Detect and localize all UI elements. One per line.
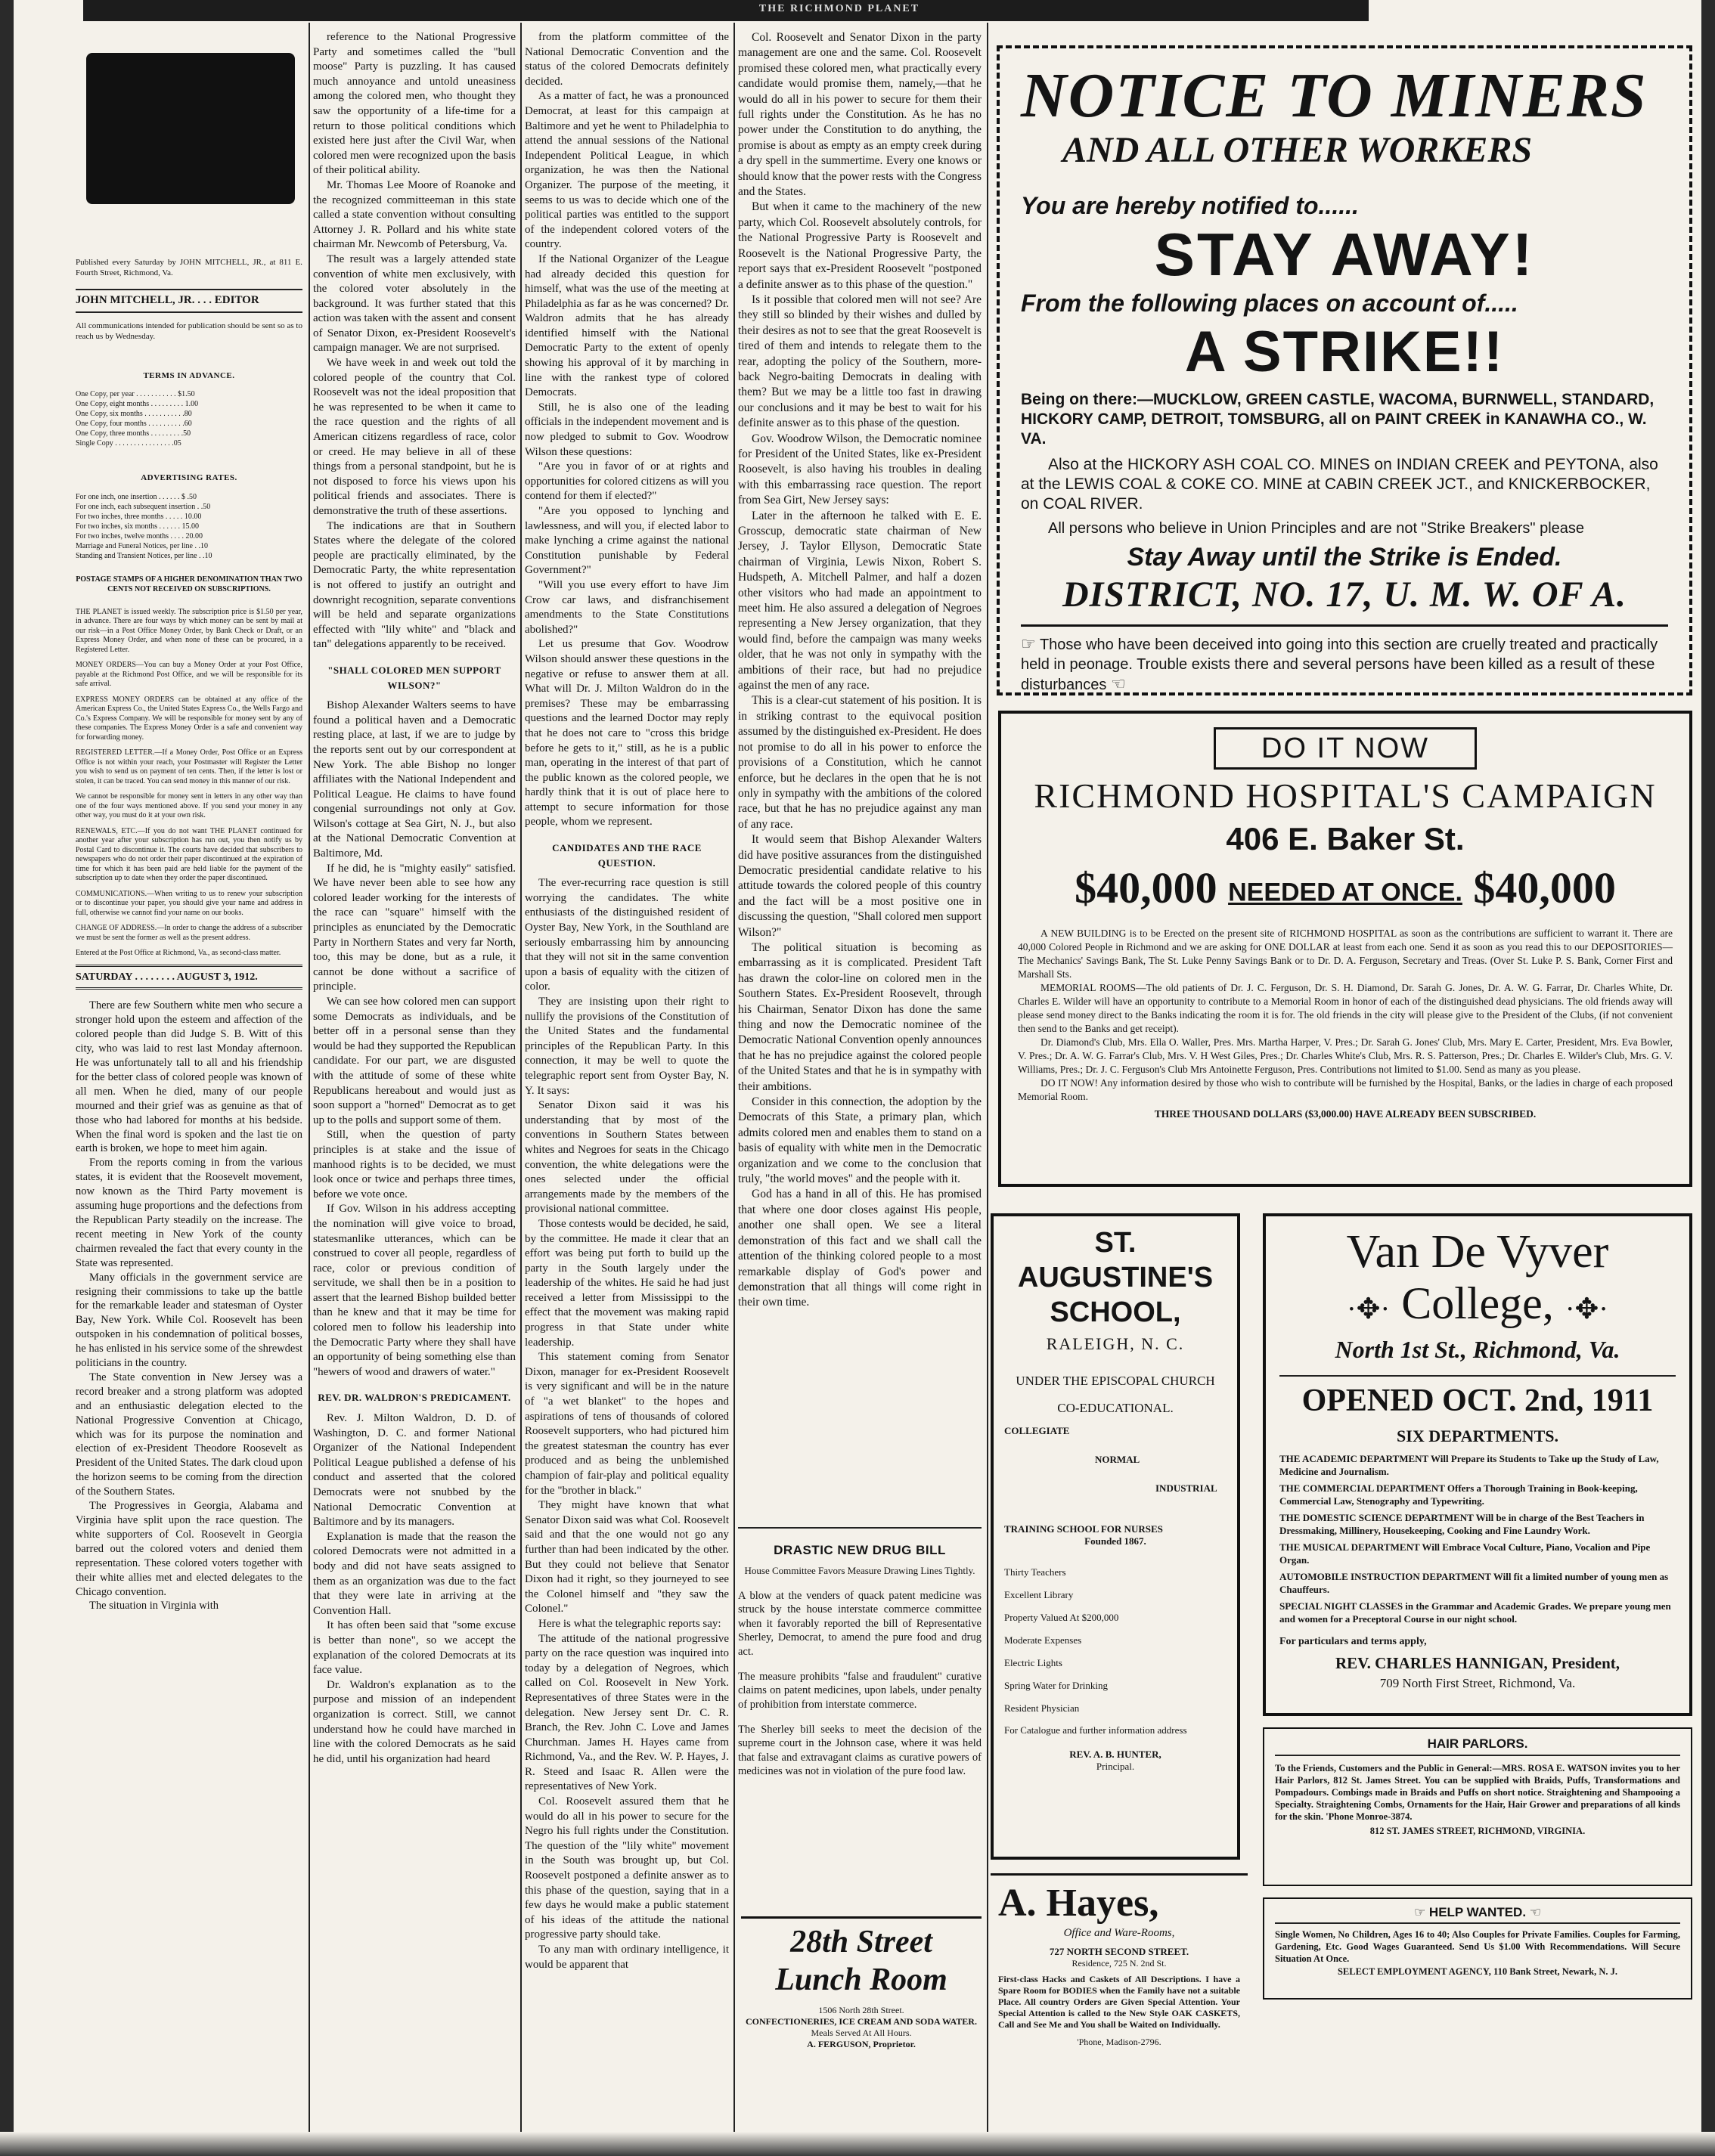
hayes-ad <box>991 1873 1248 2130</box>
paragraph: As a matter of fact, he was a pronounced Democrat, at least for this campaign at Baltimore and yet he went to Philadelphia to attend the annual sessions of the National Independent Political League, in which organization, he was then the National Organizer. The purpose of the meeting, it seems to us was to decide which one of the political parties was entitled to the support of the independent colored voters of the country. <box>525 90 729 251</box>
paragraph: Many officials in the government service are resigning their commissions to take up the battle for the remarkable leader and statesman of Oyster Bay, New York. While Col. Roosevelt has been outspoken in his condemnation of political bosses, he has enlisted in his service some of the shrewdest politicians in the country. <box>76 1271 302 1370</box>
college-particulars: For particulars and terms apply, <box>1279 1636 1427 1647</box>
hayes-phone: 'Phone, Madison-2796. <box>1077 2037 1161 2047</box>
lunch-room-title: Lunch Room <box>775 1962 947 1997</box>
registered-letter: REGISTERED LETTER.—If a Money Order, Post Office or an Express Office is not within your reach, your Postmaster will Register the Letter you wish to send us on payment of ten cents. Then, if the letter is lost or stolen, it can be traced. You can send money in this manner of our risk. <box>76 748 302 785</box>
amount-label: $40,000 <box>1075 863 1217 912</box>
editorial-column-4 <box>738 30 982 1506</box>
article-text <box>525 876 729 1972</box>
college-pres-address: 709 North First Street, Richmond, Va. <box>1379 1676 1576 1690</box>
article-text <box>313 30 516 652</box>
paragraph: from the platform committee of the National Democratic Convention and the status of the colored Democrats definitely decided. <box>525 31 729 88</box>
notice-divider <box>1021 624 1668 627</box>
communications-detail: COMMUNICATIONS.—When writing to us to renew your subscription or to discontinue your paper, you should give your name and address in full, otherwise we cannot find your name on our books. <box>76 889 302 917</box>
paragraph: The attitude of the national progressive party on the race question was inquired into today by a delegation of Negroes, which called on Col. Roosevelt in New York. Representatives of three States were in the delegation. New Jersey sent Dr. C. R. Branch, the Rev. John C. Love and James Churchman. James H. Hayes came from Richmond, Va., and the Rev. W. P. Hayes, J. R. Steed and Isaac R. Allen were the representatives of New York. <box>525 1632 729 1793</box>
school-collegiate: COLLEGIATE <box>1004 1425 1070 1436</box>
paragraph: The measure prohibits "false and fraudulent" curative claims on patent medicines, upon labels, under penalty of prohibition from interstate commerce. <box>738 1670 982 1711</box>
college-department: THE COMMERCIAL DEPARTMENT Offers a Thorough Training in Book-keeping, Commercial Law, Stenography and Typewriting. <box>1279 1482 1638 1507</box>
date-line: SATURDAY . . . . . . . . AUGUST 3, 1912. <box>76 965 302 990</box>
notice-footer-text: Those who have been deceived into going into this section are cruelly treated and practically held in peonage. Trouble exists there and several persons have been killed as a result of these disturbances <box>1021 637 1658 693</box>
lunch-room-proprietor: A. FERGUSON, Proprietor. <box>807 2039 916 2049</box>
college-word: College, <box>1401 1278 1554 1328</box>
smudged-image <box>86 53 295 204</box>
paragraph: If he did, he is "mighty easily" satisfied. We have never been able to see how any colored leader working for the interests of the race can "square" himself with the principles as enunciated by the Democratic Party in Northern States and very far North, too, this may be done, but as a rule, it cannot be done without a sacrifice of principle. <box>313 862 516 993</box>
paragraph: Senator Dixon said it was his understanding that by most of the conventions in Southern States between whites and Negroes for seats in the Chicago convention, the white delegations were the ones selected under the official arrangements made by the members of the provisional national committee. <box>525 1099 729 1216</box>
hair-parlors-address: 812 ST. JAMES STREET, RICHMOND, VIRGINIA. <box>1369 1826 1586 1836</box>
paragraph: But when it came to the machinery of the new party, which Col. Roosevelt absolutely controls, for the National Progressive Party is Roosevelt and Roosevelt is the National Progressive Party, the report says that ex-President Roosevelt "postponed a definite answer as to this phase of the question." <box>738 200 982 291</box>
article-text <box>738 1589 982 1779</box>
school-feature: Thirty Teachers <box>1004 1566 1066 1578</box>
ornament-icon: ·✥· <box>1565 1293 1608 1325</box>
running-head: THE RICHMOND PLANET <box>758 3 920 14</box>
help-wanted-agency: SELECT EMPLOYMENT AGENCY, 110 Bank Street, Newark, N. J. <box>1337 1966 1618 1977</box>
notice-also: Also at the HICKORY ASH COAL CO. MINES on INDIAN CREEK and PEYTONA, also at the LEWIS COAL & COKE CO. MINE at CABIN CREEK JCT., and KNICKERBOCKER, on COAL RIVER. <box>1021 456 1658 513</box>
pointing-hand-icon: ☞ <box>1021 634 1036 653</box>
column-rule <box>987 23 988 2141</box>
paragraph: Explanation is made that the reason the colored Democrats were not admitted in a body and did not have seats assigned to them as an organization was due to the fact that they were late in arriving at the Convention Hall. <box>313 1530 516 1617</box>
express-orders: EXPRESS MONEY ORDERS can be obtained at any office of the American Express Co., the United States Express Co., the Wells Fargo and Co.'s Express Company. We will be responsible for money sent by any of these companies. The Express Money Order is a safe and convenient way for forwarding money. <box>76 695 302 742</box>
school-industrial: INDUSTRIAL <box>1155 1482 1217 1494</box>
paragraph: Later in the afternoon he talked with E. E. Grosscup, democratic state chairman of New Jersey, J. Taylor Ellyson, Democratic State chairman of Virginia, Lewis Nixon, Robert S. Hudspeth, A. Mitchell Palmer, and half a dozen other visitors who had made an appointment to meet him. He also assured a delegation of Negroes representing a New Jersey organization, that they would find, before the campaign was many weeks older, that he was not only in sympathy with the ambitions of their race, but had no prejudice against the men of any race. <box>738 509 982 692</box>
school-feature: Property Valued At $200,000 <box>1004 1612 1119 1623</box>
pointing-hand-icon: ☞ <box>1413 1905 1426 1919</box>
help-wanted-body: Single Women, No Children, Ages 16 to 40; Also Couples for Private Families. Couples for Farming, Gardening, Etc. Good Wages Guaranteed. Send Us $1.00 With Recommendations. Will Secure Situation At Once. <box>1275 1929 1680 1964</box>
notice-notified: You are hereby notified to...... <box>1021 192 1359 219</box>
notice-title: NOTICE TO MINERS <box>1021 60 1648 131</box>
principal-title: Principal. <box>1096 1761 1135 1772</box>
editor-line: JOHN MITCHELL, JR. . . . EDITOR <box>76 289 302 313</box>
hospital-title: RICHMOND HOSPITAL'S CAMPAIGN <box>1034 776 1657 815</box>
ad-rate-item: Standing and Transient Notices, per line . .10 <box>76 551 212 560</box>
paragraph: The State convention in New Jersey was a record breaker and a strong platform was adopted and an enthusiastic delegation elected to the National Progressive Convention at Chicago, which was for its purpose the nomination and election of ex-President Theodore Roosevelt as President of the United States. The dark cloud upon the horizon seems to be coming from the direction of the Southern States. <box>76 1371 302 1498</box>
article-text <box>313 699 516 1380</box>
paragraph: If Gov. Wilson in his address accepting the nomination will give voice to broad, statesmanlike utterances, which can be construed to cover all people, regardless of race, color or previous condition of servitude, we shall then be in a position to assert that the learned Bishop builded better than he knew and that it may be time for colored men to follow his leadership into the Democratic Party where they shall have an opportunity of being something else than "hewers of wood and drawers of water." <box>313 1203 516 1378</box>
terms-item: One Copy, eight months . . . . . . . . . 1.00 <box>76 400 199 409</box>
paragraph: They are insisting upon their right to nullify the provisions of the Constitution of the United States and the fundamental principles of the Republican Party. In this connection, it may be well to quote the telegraphic report sent from Oyster Bay, N. Y. It says: <box>525 996 729 1097</box>
paragraph: Those contests would be decided, he said, by the committee. He made it clear that an effort was being put forth to build up the party in the South largely under the leadership of the whites. He said he had just received a letter from Mississippi to the effect that the movement was making rapid progress in that State under white leadership. <box>525 1217 729 1349</box>
paragraph: "Will you use every effort to have Jim Crow car laws, and disfranchisement amendments to the State Constitutions abolished?" <box>525 578 729 636</box>
paragraph: Still, when the question of party principles is at stake and the issue of manhood rights is to be decided, we must look once or twice and perhaps three times, before we vote once. <box>313 1129 516 1200</box>
article-text <box>525 30 729 830</box>
school-training: TRAINING SCHOOL FOR NURSES <box>1004 1523 1163 1535</box>
van-de-vyver-ad <box>1263 1213 1692 1716</box>
college-opened: OPENED OCT. 2nd, 1911 <box>1279 1375 1676 1420</box>
school-catalogue: For Catalogue and further information address <box>1004 1724 1187 1736</box>
ornament-icon: ·✥· <box>1347 1293 1391 1325</box>
principal-name: REV. A. B. HUNTER, <box>1069 1749 1161 1760</box>
communications-note: All communications intended for publication should be sent so as to reach us by Wednesday. <box>76 321 302 341</box>
paragraph: There are few Southern white men who secure a stronger hold upon the esteem and affection of the colored people than did Judge S. B. Witt of this city, who was laid to rest last Monday afternoon. He was unfortunately tall to all and his friendship for the better class of colored people was known of all men. When he died, many of our people mourned and their grief was as genuine as that of those who had labored for months at his bedside. When the final word is spoken and the last tie on earth is broken, we hope to meet him again. <box>76 999 302 1155</box>
hair-parlors-ad <box>1263 1727 1692 1886</box>
hayes-residence: Residence, 725 N. 2nd St. <box>1071 1958 1167 1969</box>
ad-rates-title: ADVERTISING RATES. <box>141 473 237 483</box>
terms-item: One Copy, three months . . . . . . . . .50 <box>76 429 191 438</box>
editorial-column-3 <box>525 30 729 2126</box>
terms-item: One Copy, per year . . . . . . . . . . . $1.50 <box>76 390 195 399</box>
paragraph: The Progressives in Georgia, Alabama and Virginia have split upon the race question. The white supporters of Col. Roosevelt in Georgia barred out the colored voters and denied them representation. These colored voters together with their white allies met and elected delegates to the Chicago convention. <box>76 1500 302 1598</box>
paragraph: If the National Organizer of the League had already decided this question for himself, what was the use of the meeting at Philadelphia as far as he was concerned? Dr. Waldron admits that he has already identified himself with the National Democratic Party to the extent of openly showing his approval of it by marching in line with the rankest type of colored Democrats. <box>525 252 729 399</box>
ad-rate-item: Marriage and Funeral Notices, per line . .10 <box>76 541 208 550</box>
ad-rate-item: For two inches, six months . . . . . . 15.00 <box>76 522 200 531</box>
paragraph: The situation in Virginia with <box>89 1600 219 1612</box>
school-feature: Moderate Expenses <box>1004 1634 1082 1646</box>
left-edge-shade <box>0 0 14 2156</box>
college-department: THE ACADEMIC DEPARTMENT Will Prepare its Students to Take up the Study of Law, Medicine and Journalism. <box>1279 1453 1659 1477</box>
terms-item: One Copy, four months . . . . . . . . . .60 <box>76 420 192 429</box>
hospital-subscribed: THREE THOUSAND DOLLARS ($3,000.00) HAVE ALREADY BEEN SUBSCRIBED. <box>1154 1107 1537 1120</box>
lunch-room-ad <box>741 1916 982 2120</box>
paragraph: "Are you opposed to lynching and lawlessness, and will you, if elected labor to make lynching a crime against the national Constitution punishable by Federal Government?" <box>525 505 729 577</box>
college-department: AUTOMOBILE INSTRUCTION DEPARTMENT Will fit a limited number of young men as Chauffeurs. <box>1279 1571 1669 1595</box>
needed-label: NEEDED AT ONCE. <box>1228 878 1462 907</box>
column-rule <box>309 23 310 2141</box>
right-edge-shade <box>1701 0 1715 2156</box>
article-text <box>313 1411 516 1767</box>
drug-bill-article <box>738 1527 982 1905</box>
article-text <box>738 30 982 1311</box>
college-departments <box>1279 1452 1676 1625</box>
paragraph: We have week in and week out told the colored people of the country that Col. Roosevelt was not the ideal proposition that he was represented to be when it came to the race question and the rights of all American citizens regardless of race, color or creed. He may believe in all of these things from a personal standpoint, but he is not disposed to force his views upon his political friends and associates. There is demonstrative the truth of these assertions. <box>313 357 516 517</box>
paragraph: This statement coming from Senator Dixon, manager for ex-President Roosevelt is very significant and will be in the nature of "a wet blanket" to the hopes and aspirations of tens of thousands of colored Roosevelt supporters, who had pictured him the greatest statesman the country has ever produced and as being the unblemished champion of fair-play and political equality for the "brother in black." <box>525 1351 729 1497</box>
college-address: North 1st St., Richmond, Va. <box>1335 1336 1620 1363</box>
school-feature: Electric Lights <box>1004 1657 1062 1668</box>
hospital-do-it-now: DO IT NOW! Any information desired by those who wish to contribute will be furnished by the Hospital, Banks, or the ladies in charge of each proposed Memorial Room. <box>1018 1076 1673 1102</box>
strike-heading: A STRIKE!! <box>1184 320 1505 384</box>
editorial-column-2 <box>313 30 516 2126</box>
paragraph: We can see how colored men can support some Democrats as individuals, and be better off in a personal sense than they would be had they supported the Republican candidate. For our part, we are disgusted with the attitude of some of these white Republicans hereabout and would just as soon support a "horned" Democrat as to get up to the polls and support some of them. <box>313 996 516 1126</box>
column-rule <box>520 23 522 2141</box>
terms-list <box>76 389 302 448</box>
paragraph: Consider in this connection, the adoption by the Democrats of this State, a primary plan, which admits colored men and enables them to stand on a basis of equality with white men in the Democratic organization and we come to the conclusion that truly, "the world moves" and the people with it. <box>738 1095 982 1186</box>
notice-footer <box>1021 634 1668 695</box>
hair-parlors-body: To the Friends, Customers and the Public in General:—MRS. ROSA E. WATSON invites you to her Hair Parlors, 812 St. James Street. You can be supplied with Braids, Puffs, Transformations and Pompadours. Combings made in Braids and Puffs on short notice. Straightening and Shampooing a Specialty. Straightening Combs, Ornaments for the Hair, Hair Grower and preparations of all kinds for the skin. 'Phone Monroe-3874. <box>1275 1763 1680 1822</box>
do-it-now-label: DO IT NOW <box>1214 727 1477 770</box>
hospital-amount-line <box>1018 862 1673 919</box>
do-it-now-heading <box>1018 727 1673 770</box>
amount-label: $40,000 <box>1473 863 1616 912</box>
paragraph: The political situation is becoming as embarrassing as it is complicated. President Taft has drawn the color-line on colored men in the Southern States. Ex-President Roosevelt, through his Chairman, Senator Dixon has done the same thing and now the Democratic nominee of the Democratic National Convention openly announces that he has no prejudice against the colored people of the United States and that he is in sympathy with their ambitions. <box>738 940 982 1093</box>
school-feature: Excellent Library <box>1004 1589 1074 1600</box>
hospital-body: A NEW BUILDING is to be Erected on the present site of RICHMOND HOSPITAL as soon as the contributions are sufficient to warrant it. There are 40,000 Colored People in Richmond and we are asking for ONE DOLLAR at least from each one. Send it as soon as you read this to our DEPOSITORIES—The Mechanics' Savings Bank, The St. Luke Penny Savings Bank or to Dr. D. A. Ferguson, Secretary and Treas. (Over St. Luke P. S. Bank, Corner First and Marshall Sts. <box>1018 927 1673 980</box>
not-responsible: We cannot be responsible for money sent in letters in any other way than one of the four ways mentioned above. If you send your money in any other way, you must do it at your own risk. <box>76 792 302 820</box>
ad-rates-list <box>76 492 302 561</box>
change-address: CHANGE OF ADDRESS.—In order to change the address of a subscriber we must be sent the former as well as the present address. <box>76 924 302 942</box>
richmond-hospital-ad <box>998 711 1692 1187</box>
hayes-name: A. Hayes, <box>998 1882 1159 1925</box>
school-under: UNDER THE EPISCOPAL CHURCH <box>1016 1374 1215 1388</box>
editorial-column-1 <box>76 999 302 1613</box>
paragraph: A blow at the venders of quack patent medicine was struck by the house interstate commerce committee when it favorably reported the bill of Representative Sherley, Democrat, to amend the pure food and drug act. <box>738 1589 982 1658</box>
hayes-street: 727 NORTH SECOND STREET. <box>1049 1946 1189 1957</box>
paragraph: Col. Roosevelt assured them that he would do all in his power to secure for the Negro his full rights under the Constitution. The question of the "lily white" movement in the South was brought up, but Col. Roosevelt postponed a definite answer as to this phase of the question, saying that in a few days he would make a public statement of his ideas of the attitude the national progressive party should take. <box>525 1795 729 1941</box>
lunch-room-line: CONFECTIONERIES, ICE CREAM AND SODA WATER. <box>746 2016 977 2027</box>
school-feature: Spring Water for Drinking <box>1004 1680 1108 1691</box>
college-six: SIX DEPARTMENTS. <box>1397 1426 1558 1445</box>
paragraph: reference to the National Progressive Party and sometimes called the "bull moose" Party is puzzling. It has caused much annoyance and untold uneasiness among the colored men, who thought they saw the opportunity of a life-time for a return to those political conditions which existed here just after the Civil War, when colored men were recognized upon the basis of their political ability. <box>313 31 516 177</box>
paragraph: God has a hand in all of this. He has promised that where one door closes against His people, another one shall open. We see a literal demonstration of this fact and we shall call the attention of the thinking colored people to a most remarkable display of God's power and demonstration that all things will come right in their own time. <box>738 1188 982 1309</box>
hospital-address: 406 E. Baker St. <box>1226 821 1465 857</box>
school-name: ST. AUGUSTINE'S <box>1017 1227 1214 1293</box>
hayes-body: First-class Hacks and Caskets of All Descriptions. I have a Spare Room for BODIES when the Family have not a suitable Place. All country Orders are Given Special Attention. Your Special Attention is called to the New Style OAK CASKETS, Call and See Me and You shall be Waited on Individually. <box>998 1974 1240 2030</box>
college-department: THE DOMESTIC SCIENCE DEPARTMENT Will be in charge of the Best Teachers in Dressmaking, Millinery, Housekeeping, Cooking and Fine Laundry Work. <box>1279 1512 1645 1536</box>
college-president: REV. CHARLES HANNIGAN, President, <box>1335 1654 1620 1672</box>
school-coed: CO-EDUCATIONAL. <box>1057 1401 1174 1415</box>
school-feature: Resident Physician <box>1004 1702 1080 1714</box>
money-orders: MONEY ORDERS—You can buy a Money Order at your Post Office, payable at the Richmond Post Office, and we will be responsible for its safe arrival. <box>76 661 302 689</box>
college-name-line <box>1279 1278 1676 1334</box>
hospital-clubs: Dr. Diamond's Club, Mrs. Ella O. Waller, Pres. Mrs. Martha Harper, V. Pres.; Dr. Sarah G. Jones' Club, Mrs. Mary E. Carter, President, Mrs. Eva Bowler, V. Pres.; Dr. A. W. G. Farrar's Club, Mrs. V. H West Giles, Pres.; Dr. Charles White's Club, Mrs. R. S. Patterson, Pres.; Dr. Charles E. Wilder's Club, Mrs. G. V. Williams, Pres.; Dr. J. C. Ferguson's Club Mrs Antoinette Ferguson, Pres. Contributions not limited to $1.00. Send as many as you please. <box>1018 1036 1673 1075</box>
st-augustines-ad <box>991 1213 1240 1860</box>
ad-rate-item: For two inches, twelve months . . . . 20.00 <box>76 531 203 541</box>
paragraph: Here is what the telegraphic reports say: <box>538 1617 721 1630</box>
paragraph: Let us presume that Gov. Woodrow Wilson should answer these questions in the negative or refuse to answer them at all. What will Dr. J. Milton Waldron do in the premises? These may be embarrassing questions and the learned Doctor may reply that he does not care to "cross this bridge before he gets to it," still, as he is a public man, operating in the interest of that part of the public known as the colored people, we hardly think that it is out of place here to attempt to secure information for those people, whom we represent. <box>525 638 729 829</box>
masthead-column <box>76 30 302 2126</box>
paragraph: It would seem that Bishop Alexander Walters did have positive assurances from the distinguished Democratic presidential candidate relative to his attitude towards the colored people of this country and the fact will be a most positive one in discussing the question, "Shall colored men support Wilson?" <box>738 833 982 939</box>
paragraph: Is it possible that colored men will not see? Are they still so blinded by their wishes and dulled by their desires as not to see that the great Roosevelt is tired of them and intends to relegate them to the rear, adopting the policy of the Southern, more-back Negro-baiting Democrats in dealing with them? But we may be a little too fast in drawing our conclusions and it may be best to wait for his definite answer as to this phase of the question. <box>738 293 982 430</box>
pointing-hand-icon: ☜ <box>1110 674 1126 693</box>
paragraph: The ever-recurring race question is still worrying the candidates. The white enthusiasts of the distinguished resident of Oyster Bay, New York, in the Southland are seriously embarrassing him by announcing that they will not sit in the same convention upon a basis of equality with the citizen of color. <box>525 877 729 993</box>
paragraph: Bishop Alexander Walters seems to have found a political haven and a Democratic resting place, at last, if we are to judge by the reports sent out by our correspondent at New York. The able Bishop no longer affiliates with the National Independent and Political League. He claims to have found congenial surroundings not only at Gov. Wilson's cottage at Sea Girt, N. J., but also at the National Democratic Convention at Baltimore, Md. <box>313 699 516 860</box>
school-founded: Founded 1867. <box>1084 1535 1146 1547</box>
terms-item: One Copy, six months . . . . . . . . . . .80 <box>76 410 192 419</box>
paragraph: Gov. Woodrow Wilson, the Democratic nominee for President of the United States, like ex-President Roosevelt, is also having his troubles in dealing with this embarrassing race question. The report from Sea Girt, New Jersey says: <box>738 432 982 507</box>
hair-parlors-title: HAIR PARLORS. <box>1275 1736 1680 1756</box>
paragraph: Mr. Thomas Lee Moore of Roanoke and the recognized committeeman in this state called a state convention without consulting Attorney J. R. Pollard and his white state chairman Mr. Newcomb of Petersburg, Va. <box>313 178 516 251</box>
planet-issued: THE PLANET is issued weekly. The subscription price is $1.50 per year, in advance. There are four ways by which money can be sent by mail at our risk—in a Post Office Money Order, by Bank Check or Draft, or an Express Money Order, and when none of these can be procured, in a Registered Letter. <box>76 607 302 654</box>
notice-district: DISTRICT, NO. 17, U. M. W. OF A. <box>1062 575 1627 615</box>
notice-following: From the following places on account of..... <box>1021 290 1518 317</box>
notice-stay-until: Stay Away until the Strike is Ended. <box>1127 543 1562 572</box>
notice-subtitle: AND ALL OTHER WORKERS <box>1062 130 1533 170</box>
lunch-room-title: 28th Street <box>790 1925 932 1959</box>
school-normal: NORMAL <box>1095 1454 1140 1465</box>
paragraph: The result was a largely attended state convention of white men exclusively, with the colored voter absolutely in the background. It was further stated that this action was taken with the assent and consent of Senator Dixon, ex-President Roosevelt's campaign manager. We are not surprised. <box>313 252 516 355</box>
paragraph: Col. Roosevelt and Senator Dixon in the party management are one and the same. Col. Roosevelt promised these colored men, what practically every candidate would promise them, namely,—that he would do all in his power to secure for them their full rights under the Constitution. As he has no power under the Constitution to do anything, the promise is about as empty as an empty creek during a dry spell in the summertime. Every one knows or should know that the power rests with the Congress and the States. <box>738 31 982 199</box>
lunch-room-line: Meals Served At All Hours. <box>811 2027 912 2038</box>
paragraph: This is a clear-cut statement of his position. It is in striking contrast to the equivocal position assumed by the distinguished ex-President. He does not promise to do all in his power to enforce the provisions of a Constitution, which he cannot enforce, but he declares in the open that he is not only in sympathy with the ambitions of the colored race, but that he has no prejudice against any man of any race. <box>738 694 982 831</box>
ad-rate-item: For two inches, three months . . . . . 10.00 <box>76 512 202 521</box>
pointing-hand-icon: ☜ <box>1529 1905 1542 1919</box>
article-subhead: House Committee Favors Measure Drawing Lines Tightly. <box>744 1564 975 1576</box>
help-wanted-title <box>1275 1905 1680 1924</box>
hospital-memorial: MEMORIAL ROOMS—The old patients of Dr. J. C. Ferguson, Dr. S. H. Diamond, Dr. Sarah G. Jones, Dr. A. W. G. Farrar, Dr. Charles White, Dr. Charles E. Wilder will have an opportunity to contribute to a Memorial Room in honor of each of the distinguished dead physicians. The old friends away will please send money direct to the Banks indicating the room it is for. The old friends in the city will please give to the President of the Clubs, (if not convenient then send to the Banks and get receipt). <box>1018 981 1673 1034</box>
college-name: Van De Vyver <box>1346 1226 1609 1278</box>
paragraph: Rev. J. Milton Waldron, D. D. of Washington, D. C. and former National Organizer of the National Independent Political League published a defense of his conduct and asserted that the colored Democrats were not snubbed by the National Democratic Convention at Baltimore and by its managers. <box>313 1412 516 1529</box>
publisher-line: Published every Saturday by JOHN MITCHELL, JR., at 811 E. Fourth Street, Richmond, Va. <box>76 258 302 277</box>
renewals-note: RENEWALS, ETC.—If you do not want THE PLANET continued for another year after your subscription has run out, you then notify us by Postal Card to discontinue it. The courts have decided that subscribers to newspapers who do not order their paper discontinued at the expiration of time for which it has been paid are held liable for the payment of the subscription up to date when they order the paper discontinued. <box>76 826 302 883</box>
notice-persons: All persons who believe in Union Principles and are not "Strike Breakers" please <box>1048 520 1585 537</box>
hayes-sub: Office and Ware-Rooms, <box>1063 1927 1175 1939</box>
college-department: THE MUSICAL DEPARTMENT Will Embrace Vocal Culture, Piano, Vocalion and Pipe Organ. <box>1279 1541 1651 1566</box>
stay-away-heading: STAY AWAY! <box>1154 221 1535 288</box>
school-name: SCHOOL, <box>1050 1296 1181 1328</box>
paragraph: "Are you in favor of or at rights and opportunities for colored citizens as will you contend for them if elected?" <box>525 460 729 503</box>
ad-rate-item: For one inch, each subsequent insertion . .50 <box>76 502 211 511</box>
terms-title: TERMS IN ADVANCE. <box>143 370 235 380</box>
torn-edge <box>0 2132 1715 2156</box>
ad-rate-item: For one inch, one insertion . . . . . . $ .50 <box>76 492 197 501</box>
paragraph: From the reports coming in from the various states, it is evident that the Roosevelt movement, now known as the Third Party movement is assuming huge proportions and the defections from the Republican Party steadily on the increase. The recent meeting in New York of the county chairmen revealed the fact that every county in the State was represented. <box>76 1157 302 1269</box>
paragraph: They might have known that what Senator Dixon said was what Col. Roosevelt said and that the one would not go any further than had been indicated by the other. But they could not believe that Senator Dixon had it right, so they journeyed to see the Colonel himself and "they saw the Colonel." <box>525 1499 729 1615</box>
stamps-notice: POSTAGE STAMPS OF A HIGHER DENOMINATION THAN TWO CENTS NOT RECEIVED ON SUBSCRIPTIONS. <box>76 575 302 593</box>
paragraph: Still, he is also one of the leading officials in the independent movement and is now pledged to submit to Gov. Woodrow Wilson these questions: <box>525 401 729 458</box>
notice-locations: Being on there:—MUCKLOW, GREEN CASTLE, WACOMA, BURNWELL, STANDARD, HICKORY CAMP, DETROIT, TOMSBURG, all on PAINT CREEK in KANAWHA CO., W. VA. <box>1021 391 1655 448</box>
paragraph: It has often been said that "some excuse is better than none", so we accept the explanation of the colored Democrats at its face value. <box>313 1619 516 1677</box>
article-headline: "SHALL COLORED MEN SUPPORT WILSON?" <box>327 664 501 691</box>
school-features <box>1004 1561 1227 1720</box>
article-headline: REV. DR. WALDRON'S PREDICAMENT. <box>318 1392 511 1404</box>
paragraph: The indications are that in Southern States where the delegate of the colored people are practically eliminated, by the Democratic Party, the white representation is not offered to justify an outright and downright recognition, separate conventions will be held and separate organizations effected with "lily white" and "black and tan" delegations apparently to be received. <box>313 519 516 651</box>
column-rule <box>733 23 735 2141</box>
help-wanted-label: HELP WANTED. <box>1428 1905 1527 1919</box>
article-headline: DRASTIC NEW DRUG BILL <box>774 1543 946 1557</box>
notice-to-miners-ad <box>997 45 1692 695</box>
paragraph: The Sherley bill seeks to meet the decision of the supreme court in the Johnson case, where it was held that false and extravagant claims as curative powers of medicines was not in violation of the pure food law. <box>738 1723 982 1777</box>
college-department: SPECIAL NIGHT CLASSES in the Grammar and Academic Grades. We prepare young men and women for a Preceptoral Course in our night school. <box>1279 1600 1671 1625</box>
school-city: RALEIGH, N. C. <box>1046 1334 1185 1353</box>
article-headline: CANDIDATES AND THE RACE QUESTION. <box>552 842 702 869</box>
lunch-room-address: 1506 North 28th Street. <box>818 2005 904 2015</box>
paragraph: To any man with ordinary intelligence, it would be apparent that <box>525 1944 729 1971</box>
terms-item: Single Copy . . . . . . . . . . . . . . . .05 <box>76 439 181 448</box>
help-wanted-ad <box>1263 1897 1692 2000</box>
entered-note: Entered at the Post Office at Richmond, Va., as second-class matter. <box>76 949 281 958</box>
paragraph: Dr. Waldron's explanation as to the purpose and mission of an independent organization is correct. Still, we cannot understand how he could have marched in line with the colored Democrats as he said he did, until his organization had heard <box>313 1678 516 1765</box>
